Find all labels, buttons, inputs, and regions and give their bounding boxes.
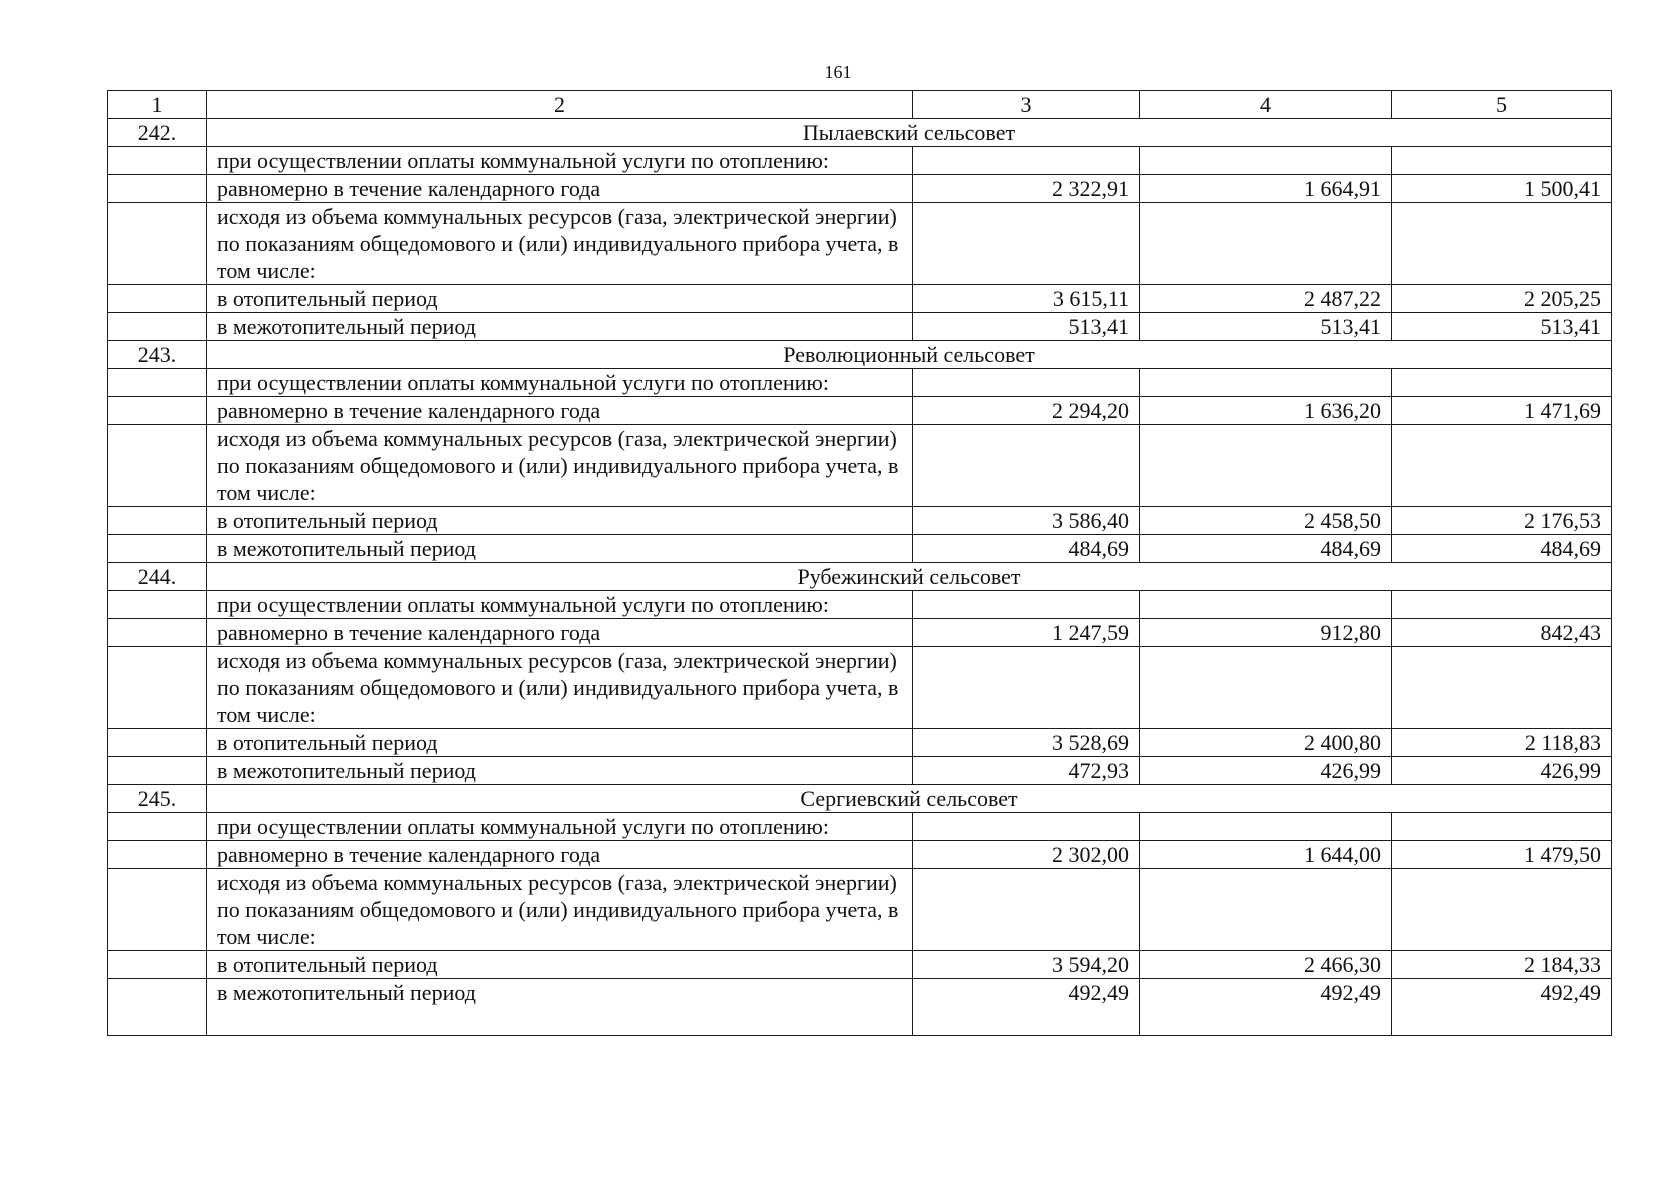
value-col-5: 484,69 [1392,535,1612,563]
value-col-5: 1 471,69 [1392,397,1612,425]
value-col-4: 912,80 [1140,619,1392,647]
row-label: равномерно в течение календарного года [207,397,913,425]
value-col-5 [1392,813,1612,841]
section-number: 242. [108,119,207,147]
value-col-5 [1392,203,1612,285]
value-col-4: 484,69 [1140,535,1392,563]
row-label: при осуществлении оплаты коммунальной услуги по отоплению: [207,591,913,619]
value-col-3: 472,93 [913,757,1140,785]
value-col-5: 492,49 [1392,979,1612,1036]
table-row [108,147,1612,175]
value-col-4: 2 400,80 [1140,729,1392,757]
section-number: 244. [108,563,207,591]
table-row [108,813,1612,841]
value-col-3: 492,49 [913,979,1140,1036]
value-col-5 [1392,591,1612,619]
value-col-3 [913,647,1140,729]
value-col-3 [913,869,1140,951]
section-header-row [108,119,1612,147]
table-row [108,425,1612,507]
value-col-3 [913,591,1140,619]
table-row [108,619,1612,647]
value-col-4 [1140,869,1392,951]
table-row [108,175,1612,203]
value-col-3: 1 247,59 [913,619,1140,647]
table-row [108,507,1612,535]
tariff-table [107,90,1612,1036]
column-header-4: 4 [1140,91,1392,119]
table-row [108,369,1612,397]
value-col-3 [913,813,1140,841]
table-row [108,397,1612,425]
value-col-5: 2 205,25 [1392,285,1612,313]
value-col-5: 842,43 [1392,619,1612,647]
value-col-5: 2 184,33 [1392,951,1612,979]
table-row [108,951,1612,979]
value-col-3: 2 322,91 [913,175,1140,203]
value-col-4: 513,41 [1140,313,1392,341]
table-row [108,285,1612,313]
value-col-4: 2 466,30 [1140,951,1392,979]
section-header-row [108,341,1612,369]
value-col-4: 492,49 [1140,979,1392,1036]
value-col-3: 513,41 [913,313,1140,341]
column-header-2: 2 [207,91,913,119]
row-label: равномерно в течение календарного года [207,175,913,203]
value-col-4: 1 644,00 [1140,841,1392,869]
value-col-3 [913,147,1140,175]
column-header-1: 1 [108,91,207,119]
table-row [108,757,1612,785]
value-col-5 [1392,425,1612,507]
page-number: 161 [824,62,852,82]
value-col-4 [1140,591,1392,619]
value-col-4 [1140,147,1392,175]
value-col-5: 2 118,83 [1392,729,1612,757]
value-col-4 [1140,813,1392,841]
value-col-4 [1140,369,1392,397]
value-col-3 [913,203,1140,285]
row-label: при осуществлении оплаты коммунальной услуги по отоплению: [207,813,913,841]
section-number: 243. [108,341,207,369]
section-header-row [108,785,1612,813]
value-col-3: 3 528,69 [913,729,1140,757]
value-col-5: 426,99 [1392,757,1612,785]
value-col-3: 2 302,00 [913,841,1140,869]
row-label: в отопительный период [207,507,913,535]
value-col-5: 1 479,50 [1392,841,1612,869]
value-col-3 [913,369,1140,397]
value-col-3: 2 294,20 [913,397,1140,425]
row-label: в межотопительный период [207,535,913,563]
table-row [108,647,1612,729]
value-col-5 [1392,147,1612,175]
value-col-4 [1140,647,1392,729]
column-header-5: 5 [1392,91,1612,119]
row-label: в отопительный период [207,729,913,757]
row-label: при осуществлении оплаты коммунальной услуги по отоплению: [207,147,913,175]
value-col-3: 3 615,11 [913,285,1140,313]
column-header-row [108,91,1612,119]
value-col-3 [913,425,1140,507]
row-label: равномерно в течение календарного года [207,841,913,869]
section-title: Рубежинский сельсовет [207,563,1612,591]
table-row [108,313,1612,341]
value-col-3: 3 586,40 [913,507,1140,535]
value-col-5 [1392,869,1612,951]
row-label: равномерно в течение календарного года [207,619,913,647]
row-label: в межотопительный период [207,757,913,785]
row-label: исходя из объема коммунальных ресурсов (газа, электрической энергии) по показаниям общедомового и (или) индивидуального прибора учета, в том числе: [207,425,913,507]
value-col-3: 3 594,20 [913,951,1140,979]
value-col-5: 513,41 [1392,313,1612,341]
row-label: при осуществлении оплаты коммунальной услуги по отоплению: [207,369,913,397]
value-col-4: 2 458,50 [1140,507,1392,535]
table-row [108,591,1612,619]
table-row [108,203,1612,285]
value-col-5 [1392,369,1612,397]
value-col-4: 2 487,22 [1140,285,1392,313]
section-header-row [108,563,1612,591]
row-label: в отопительный период [207,285,913,313]
section-title: Сергиевский сельсовет [207,785,1612,813]
row-label: в межотопительный период [207,979,913,1036]
table-row [108,729,1612,757]
section-number: 245. [108,785,207,813]
column-header-3: 3 [913,91,1140,119]
table-row [108,535,1612,563]
section-title: Пылаевский сельсовет [207,119,1612,147]
value-col-5: 2 176,53 [1392,507,1612,535]
table-row [108,869,1612,951]
row-label: исходя из объема коммунальных ресурсов (газа, электрической энергии) по показаниям общедомового и (или) индивидуального прибора учета, в том числе: [207,869,913,951]
value-col-5 [1392,647,1612,729]
value-col-4: 1 664,91 [1140,175,1392,203]
row-label: в отопительный период [207,951,913,979]
table-row [108,841,1612,869]
value-col-4: 1 636,20 [1140,397,1392,425]
row-label: исходя из объема коммунальных ресурсов (газа, электрической энергии) по показаниям общедомового и (или) индивидуального прибора учета, в том числе: [207,647,913,729]
value-col-4: 426,99 [1140,757,1392,785]
value-col-5: 1 500,41 [1392,175,1612,203]
section-title: Революционный сельсовет [207,341,1612,369]
value-col-4 [1140,425,1392,507]
row-label: исходя из объема коммунальных ресурсов (газа, электрической энергии) по показаниям общедомового и (или) индивидуального прибора учета, в том числе: [207,203,913,285]
table-row [108,979,1612,1036]
value-col-4 [1140,203,1392,285]
row-label: в межотопительный период [207,313,913,341]
value-col-3: 484,69 [913,535,1140,563]
